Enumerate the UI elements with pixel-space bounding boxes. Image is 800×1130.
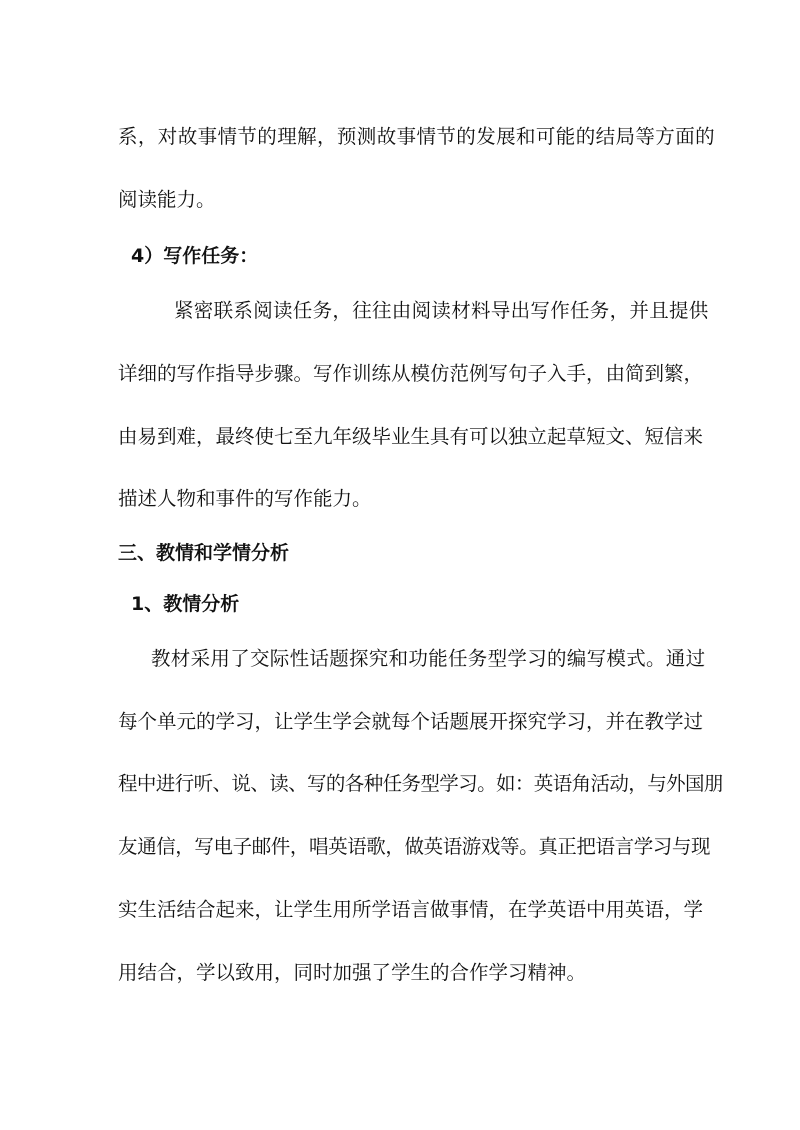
text-line: 描述人物和事件的写作能力。 <box>118 486 372 510</box>
text-line-continuation: 系，对故事情节的理解，预测故事情节的发展和可能的结局等方面的 <box>118 124 716 148</box>
text-line: 由易到难，最终使七至九年级毕业生具有可以独立起草短文、短信来 <box>118 424 704 448</box>
text-line: 每个单元的学习，让学生学会就每个话题展开探究学习，并在教学过 <box>118 709 704 733</box>
text-line: 阅读能力。 <box>118 187 216 211</box>
subheading-teaching-analysis: 1、教情分析 <box>131 593 240 615</box>
text-line: 程中进行听、说、读、写的各种任务型学习。如：英语角活动，与外国朋 <box>118 771 723 795</box>
section-heading: 三、教情和学情分析 <box>118 542 290 564</box>
text-line-paragraph-start: 紧密联系阅读任务，往往由阅读材料导出写作任务，并且提供 <box>174 298 709 322</box>
text-line: 详细的写作指导步骤。写作训练从模仿范例写句子入手，由简到繁， <box>118 361 704 385</box>
text-line: 实生活结合起来，让学生用所学语言做事情，在学英语中用英语，学 <box>118 897 704 921</box>
text-line: 用结合，学以致用，同时加强了学生的合作学习精神。 <box>118 960 587 984</box>
subheading-writing-task: 4）写作任务： <box>131 245 259 267</box>
text-line: 友通信，写电子邮件，唱英语歌，做英语游戏等。真正把语言学习与现 <box>118 834 711 858</box>
text-line-paragraph-start: 教材采用了交际性话题探究和功能任务型学习的编写模式。通过 <box>151 646 706 670</box>
